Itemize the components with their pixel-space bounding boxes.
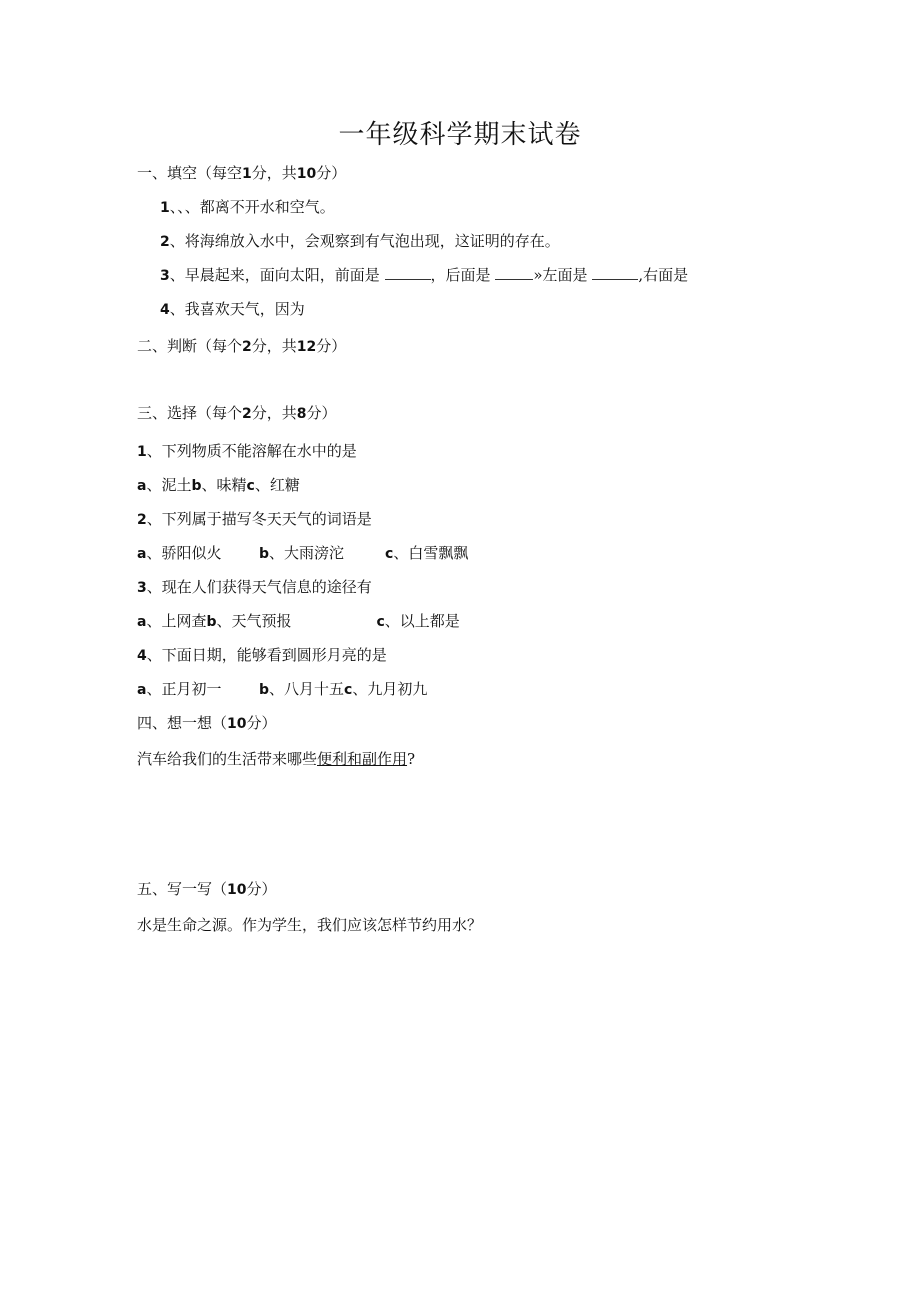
option-b[interactable]: b、味精 xyxy=(191,476,247,494)
choice-options-1 xyxy=(137,475,300,496)
answer-blank[interactable] xyxy=(592,265,638,280)
fill-question-1: 1、、、都离不开水和空气。 xyxy=(160,198,335,216)
section-think-heading: 四、想一想（10分） xyxy=(137,714,277,732)
option-c[interactable]: c、红糖 xyxy=(246,476,300,494)
choice-options-4 xyxy=(137,679,427,700)
fill-question-3: 3、早晨起来，面向太阳，前面是 ，后面是 »左面是 ,右面是 xyxy=(160,266,689,284)
option-a[interactable]: a、泥土 xyxy=(137,476,192,494)
choice-question-4: 4、下面日期，能够看到圆形月亮的是 xyxy=(137,646,387,664)
choice-question-3: 3、现在人们获得天气信息的途径有 xyxy=(137,578,372,596)
section-fill-heading: 一、填空（每空1分，共10分） xyxy=(137,164,347,182)
option-b[interactable]: b、天气预报 xyxy=(206,612,292,630)
option-a[interactable]: a、上网查 xyxy=(137,612,207,630)
option-c[interactable]: c、以上都是 xyxy=(376,612,460,630)
exam-title: 一年级科学期末试卷 xyxy=(338,120,582,150)
choice-question-2: 2、下列属于描写冬天天气的词语是 xyxy=(137,510,372,528)
section-judge-heading: 二、判断（每个2分，共12分） xyxy=(137,337,347,355)
write-question: 水是生命之源。作为学生，我们应该怎样节约用水？ xyxy=(137,916,483,934)
answer-blank[interactable] xyxy=(495,265,533,280)
fill-question-4: 4、我喜欢天气，因为 xyxy=(160,300,305,318)
fill-question-2: 2、将海绵放入水中，会观察到有气泡出现，这证明的存在。 xyxy=(160,232,560,250)
option-c[interactable]: c、白雪飘飘 xyxy=(385,544,469,562)
option-a[interactable]: a、骄阳似火 xyxy=(137,544,222,562)
choice-options-2 xyxy=(137,543,468,564)
think-question: 汽车给我们的生活带来哪些便利和副作用? xyxy=(137,750,416,768)
choice-question-1: 1、下列物质不能溶解在水中的是 xyxy=(137,442,357,460)
option-c[interactable]: c、九月初九 xyxy=(344,680,428,698)
choice-options-3 xyxy=(137,611,460,632)
option-a[interactable]: a、正月初一 xyxy=(137,680,222,698)
section-choice-heading: 三、选择（每个2分，共8分） xyxy=(137,404,337,422)
section-write-heading: 五、写一写（10分） xyxy=(137,880,277,898)
option-b[interactable]: b、大雨滂沱 xyxy=(259,544,345,562)
answer-blank[interactable] xyxy=(385,265,431,280)
option-b[interactable]: b、八月十五 xyxy=(259,680,345,698)
